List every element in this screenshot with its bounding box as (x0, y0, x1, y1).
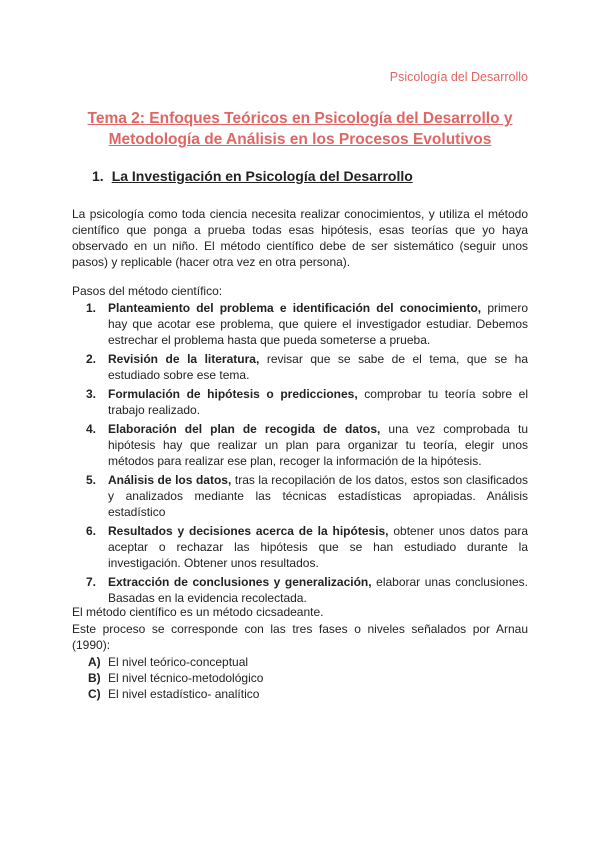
list-item (72, 670, 528, 686)
arnau-paragraph: Este proceso se corresponde con las tres fases o niveles señalados por Arnau (1990): (72, 622, 528, 652)
list-item (72, 351, 528, 383)
closing-sentence: El método científico es un método cicsadeante. (72, 605, 324, 619)
list-item (72, 523, 528, 571)
list-item (72, 574, 528, 606)
level-letter: A) (88, 655, 101, 669)
steps-label: Pasos del método científico: (72, 284, 223, 298)
step-number: 4. (86, 422, 97, 436)
step-number: 6. (86, 524, 97, 538)
step-text: primero hay que acotar ese problema, que quiere el investigador estudiar. Debemos estrechar el problema hasta que pueda someterse a prueba. (108, 301, 528, 347)
level-text: El nivel teórico-conceptual (108, 655, 249, 669)
step-text: elaborar unas conclusiones. Basadas en la evidencia recolectada. (108, 575, 528, 605)
step-number: 3. (86, 387, 97, 401)
page-header-subject: Psicología del Desarrollo (389, 70, 528, 84)
step-number: 5. (86, 473, 97, 487)
intro-paragraph: La psicología como toda ciencia necesita realizar conocimientos, y utiliza el método científico que ponga a prueba todas esas hipótesis, esas teorías que yo haya observado en un niño. El método científico debe de ser sistemático (seguir unos pasos) y replicable (hacer otra vez en otra persona). (72, 207, 528, 269)
step-title: Extracción de conclusiones y generalización, (108, 575, 372, 589)
step-text: comprobar tu teoría sobre el trabajo realizado. (108, 387, 529, 417)
step-number: 2. (86, 352, 97, 366)
list-item (72, 300, 528, 348)
level-letter: B) (88, 671, 101, 685)
step-title: Planteamiento del problema e identificación del conocimiento, (108, 301, 482, 315)
level-text: El nivel estadístico- analítico (108, 687, 260, 701)
step-title: Formulación de hipótesis o predicciones, (108, 387, 358, 401)
step-text: tras la recopilación de los datos, estos son clasificados y analizados mediante las técnicas estadísticas apropiadas. Análisis estadístico (108, 473, 529, 519)
step-number: 1. (86, 301, 97, 315)
document-title (60, 108, 540, 150)
list-item (72, 686, 528, 702)
section-heading-text: La Investigación en Psicología del Desarrollo (111, 168, 413, 184)
step-title: Resultados y decisiones acerca de la hipótesis, (108, 524, 389, 538)
section-heading (92, 168, 413, 184)
levels-list (72, 654, 528, 702)
step-title: Análisis de los datos, (108, 473, 232, 487)
step-text: revisar que se sabe de el tema, que se ha estudiado sobre ese tema. (108, 352, 529, 382)
step-title: Revisión de la literatura, (108, 352, 260, 366)
step-text: una vez comprobada tu hipótesis hay que realizar un plan para organizar tu teoría, elegir unos métodos para realizar ese plan, recoger la información de la hipótesis. (108, 422, 528, 468)
step-text: obtener unos datos para aceptar o rechazar las hipótesis que se han estudiado durante la investigación. Obtener unos resultados. (108, 524, 528, 570)
list-item (72, 386, 528, 418)
section-number: 1. (92, 168, 104, 184)
level-letter: C) (88, 687, 101, 701)
title-line-2: Metodología de Análisis en los Procesos Evolutivos (108, 131, 492, 148)
title-line-1: Tema 2: Enfoques Teóricos en Psicología del Desarrollo y (87, 110, 513, 127)
list-item (72, 654, 528, 670)
list-item (72, 472, 528, 520)
list-item (72, 421, 528, 469)
level-text: El nivel técnico-metodológico (108, 671, 264, 685)
step-title: Elaboración del plan de recogida de datos, (108, 422, 381, 436)
method-steps-list (72, 300, 528, 609)
step-number: 7. (86, 575, 97, 589)
